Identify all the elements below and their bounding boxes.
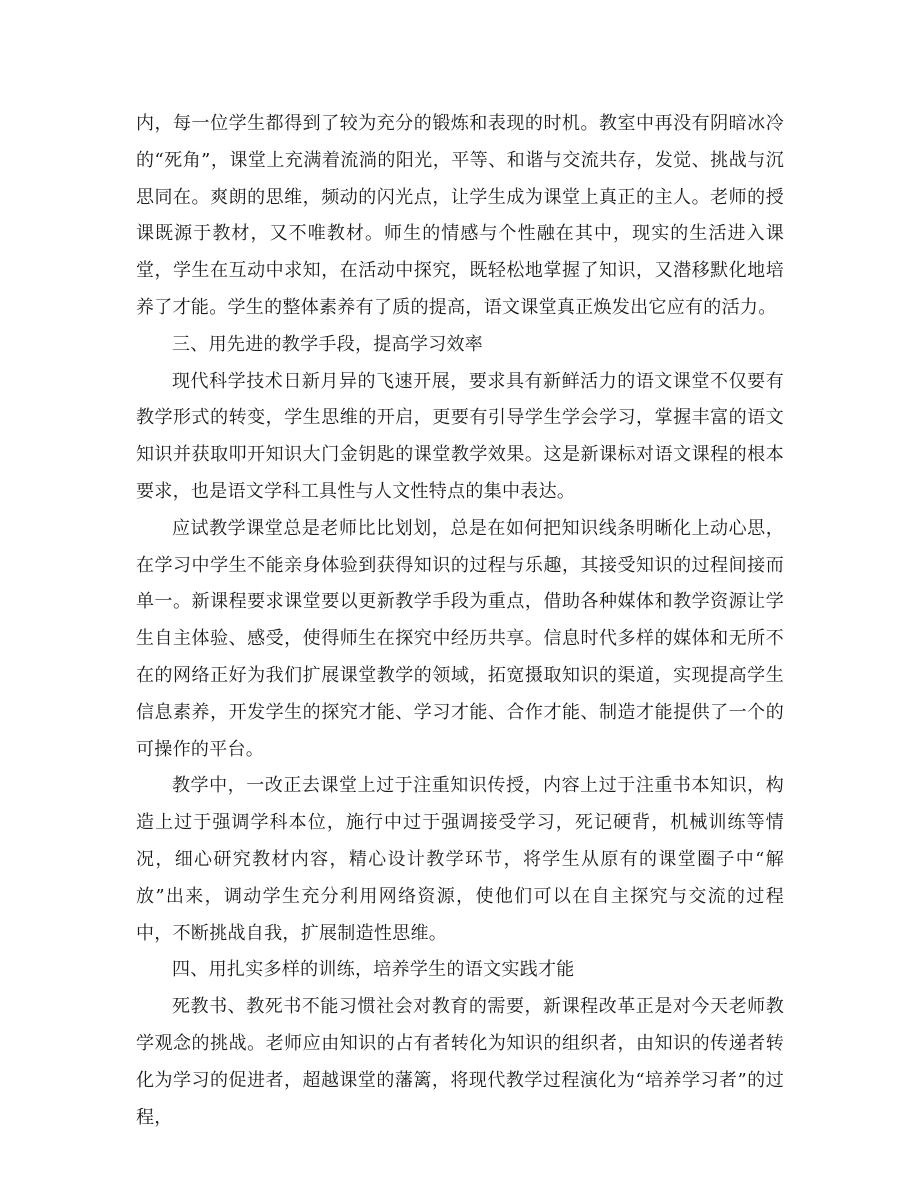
paragraph-exam-oriented-teaching: 应试教学课堂总是老师比比划划，总是在如何把知识线条明晰化上动心思，在学习中学生不能亲身体验到获得知识的过程与乐趣，其接受知识的过程间接而单一。新课程要求课堂要以更新教学手段为重点，借助各种媒体和教学资源让学生自主体验、感受，使得师生在探究中经历共享。信息时代多样的媒体和无所不在的网络正好为我们扩展课堂教学的领域，拓宽摄取知识的渠道，实现提高学生信息素养，开发学生的探究才能、学习才能、合作才能、制造才能提供了一个的可操作的平台。: [136, 517, 784, 760]
paragraph-modern-technology: 现代科学技术日新月异的飞速开展，要求具有新鲜活力的语文课堂不仅要有教学形式的转变，学生思维的开启，更要有引导学生学会学习，掌握丰富的语文知识并获取叩开知识大门金钥匙的课堂教学效果。这是新课标对语文课程的根本要求，也是语文学科工具性与人文性特点的集中表达。: [136, 370, 784, 502]
section-heading-four: 四、用扎实多样的训练，培养学生的语文实践才能: [172, 959, 575, 981]
document-page: [136, 106, 784, 1136]
section-heading-three: 三、用先进的教学手段，提高学习效率: [172, 333, 484, 355]
paragraph-continuation: 内，每一位学生都得到了较为充分的锻炼和表现的时机。教室中再没有阴暗冰冷的“死角”，课堂上充满着流淌的阳光，平等、和谐与交流共存，发觉、挑战与沉思同在。爽朗的思维，频动的闪光点，让学生成为课堂上真正的主人。老师的授课既源于教材，又不唯教材。师生的情感与个性融在其中，现实的生活进入课堂，学生在互动中求知，在活动中探究，既轻松地掌握了知识，又潜移默化地培养了才能。学生的整体素养有了质的提高，语文课堂真正焕发出它应有的活力。: [136, 113, 784, 318]
paragraph-teacher-role: 死教书、教死书不能习惯社会对教育的需要，新课程改革正是对今天老师教学观念的挑战。老师应由知识的占有者转化为知识的组织者，由知识的传递者转化为学习的促进者，超越课堂的藩篱，将现代教学过程演化为“培养学习者”的过程，: [136, 996, 784, 1128]
paragraph-teaching-reform: 教学中，一改正去课堂上过于注重知识传授，内容上过于注重书本知识，构造上过于强调学科本位，施行中过于强调接受学习，死记硬背，机械训练等情况，细心研究教材内容，精心设计教学环节，将学生从原有的课堂圈子中“解放”出来，调动学生充分利用网络资源，使他们可以在自主探究与交流的过程中，不断挑战自我，扩展制造性思维。: [136, 775, 784, 944]
